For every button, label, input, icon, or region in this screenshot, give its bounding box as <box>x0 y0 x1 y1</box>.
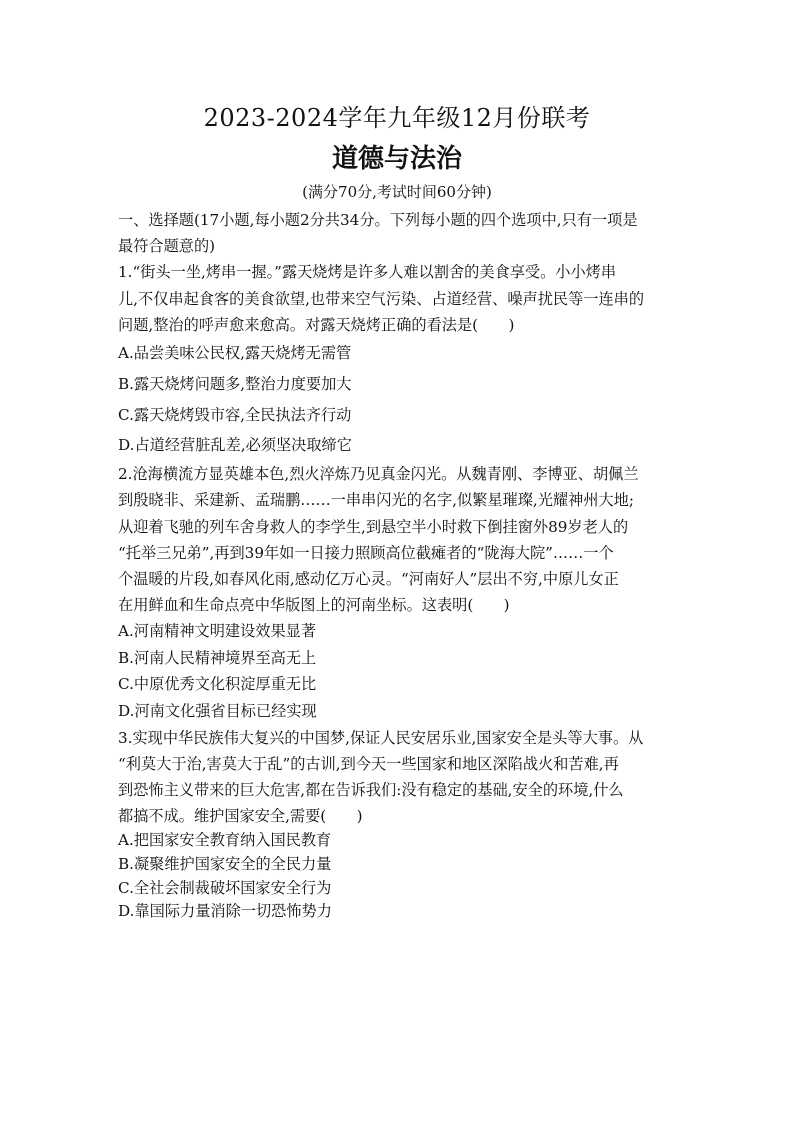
question-stem-line: 1.“街头一坐,烤串一握。”露天烧烤是许多人难以割舍的美食享受。小小烤串 <box>118 263 617 282</box>
option-c: C.全社会制裁破坏国家安全行为 <box>118 878 332 897</box>
option-a: A.品尝美味公民权,露天烧烤无需管 <box>118 343 352 362</box>
option-d: D.河南文化强省目标已经实现 <box>118 702 317 721</box>
option-d: D.靠国际力量消除一切恐怖势力 <box>118 902 332 921</box>
question-2 <box>118 461 678 725</box>
option-b: B.露天烧烤问题多,整治力度要加大 <box>118 374 352 393</box>
option-d: D.占道经营脏乱差,必须坚决取缔它 <box>118 436 352 455</box>
question-1 <box>118 259 678 461</box>
question-stem-line: “利莫大于治,害莫大于乱”的古训,到今天一些国家和地区深陷战火和苦难,再 <box>118 754 619 773</box>
question-3 <box>118 725 678 924</box>
exam-note: (满分70分,考试时间60分钟) <box>302 183 492 201</box>
option-c: C.中原优秀文化积淀厚重无比 <box>118 675 317 694</box>
exam-title: 2023-2024学年九年级12月份联考 <box>203 104 591 132</box>
question-stem-line: 到殷晓非、采建新、孟瑞鹏……一串串闪光的名字,似繁星璀璨,光耀神州大地; <box>118 491 634 510</box>
option-a: A.河南精神文明建设效果显著 <box>118 622 317 641</box>
question-stem-line: 都搞不成。维护国家安全,需要( ) <box>118 807 363 826</box>
question-stem-line: 到恐怖主义带来的巨大危害,都在告诉我们:没有稳定的基础,安全的环境,什么 <box>118 781 624 799</box>
question-stem-line: 在用鲜血和生命点亮中华版图上的河南坐标。这表明( ) <box>118 596 510 615</box>
section-heading-line: 一、选择题(17小题,每小题2分共34分。下列每小题的四个选项中,只有一项是 <box>118 211 638 229</box>
subject-title: 道德与法治 <box>331 144 462 174</box>
option-c: C.露天烧烤毁市容,全民执法齐行动 <box>118 405 352 424</box>
question-stem-line: “托举三兄弟”,再到39年如一日接力照顾高位截瘫者的“陇海大院”……一个 <box>118 543 614 562</box>
option-a: A.把国家安全教育纳入国民教育 <box>118 831 332 850</box>
question-stem-line: 3.实现中华民族伟大复兴的中国梦,保证人民安居乐业,国家安全是头等大事。从 <box>118 728 644 747</box>
section-heading-line: 最符合题意的) <box>118 237 216 256</box>
option-b: B.河南人民精神境界至高无上 <box>118 648 317 667</box>
option-b: B.凝聚维护国家安全的全民力量 <box>118 854 332 873</box>
question-stem-line: 2.沧海横流方显英雄本色,烈火淬炼乃见真金闪光。从魏青刚、李博亚、胡佩兰 <box>118 465 639 484</box>
exam-body <box>118 207 678 924</box>
question-stem-line: 个温暖的片段,如春风化雨,感动亿万心灵。“河南好人”层出不穷,中原儿女正 <box>118 569 619 588</box>
question-stem-line: 问题,整治的呼声愈来愈高。对露天烧烤正确的看法是( ) <box>118 315 515 334</box>
question-stem-line: 从迎着飞驰的列车舍身救人的李学生,到悬空半小时救下倒挂窗外89岁老人的 <box>118 517 629 536</box>
question-stem-line: 儿,不仅串起食客的美食欲望,也带来空气污染、占道经营、噪声扰民等一连串的 <box>118 289 645 308</box>
